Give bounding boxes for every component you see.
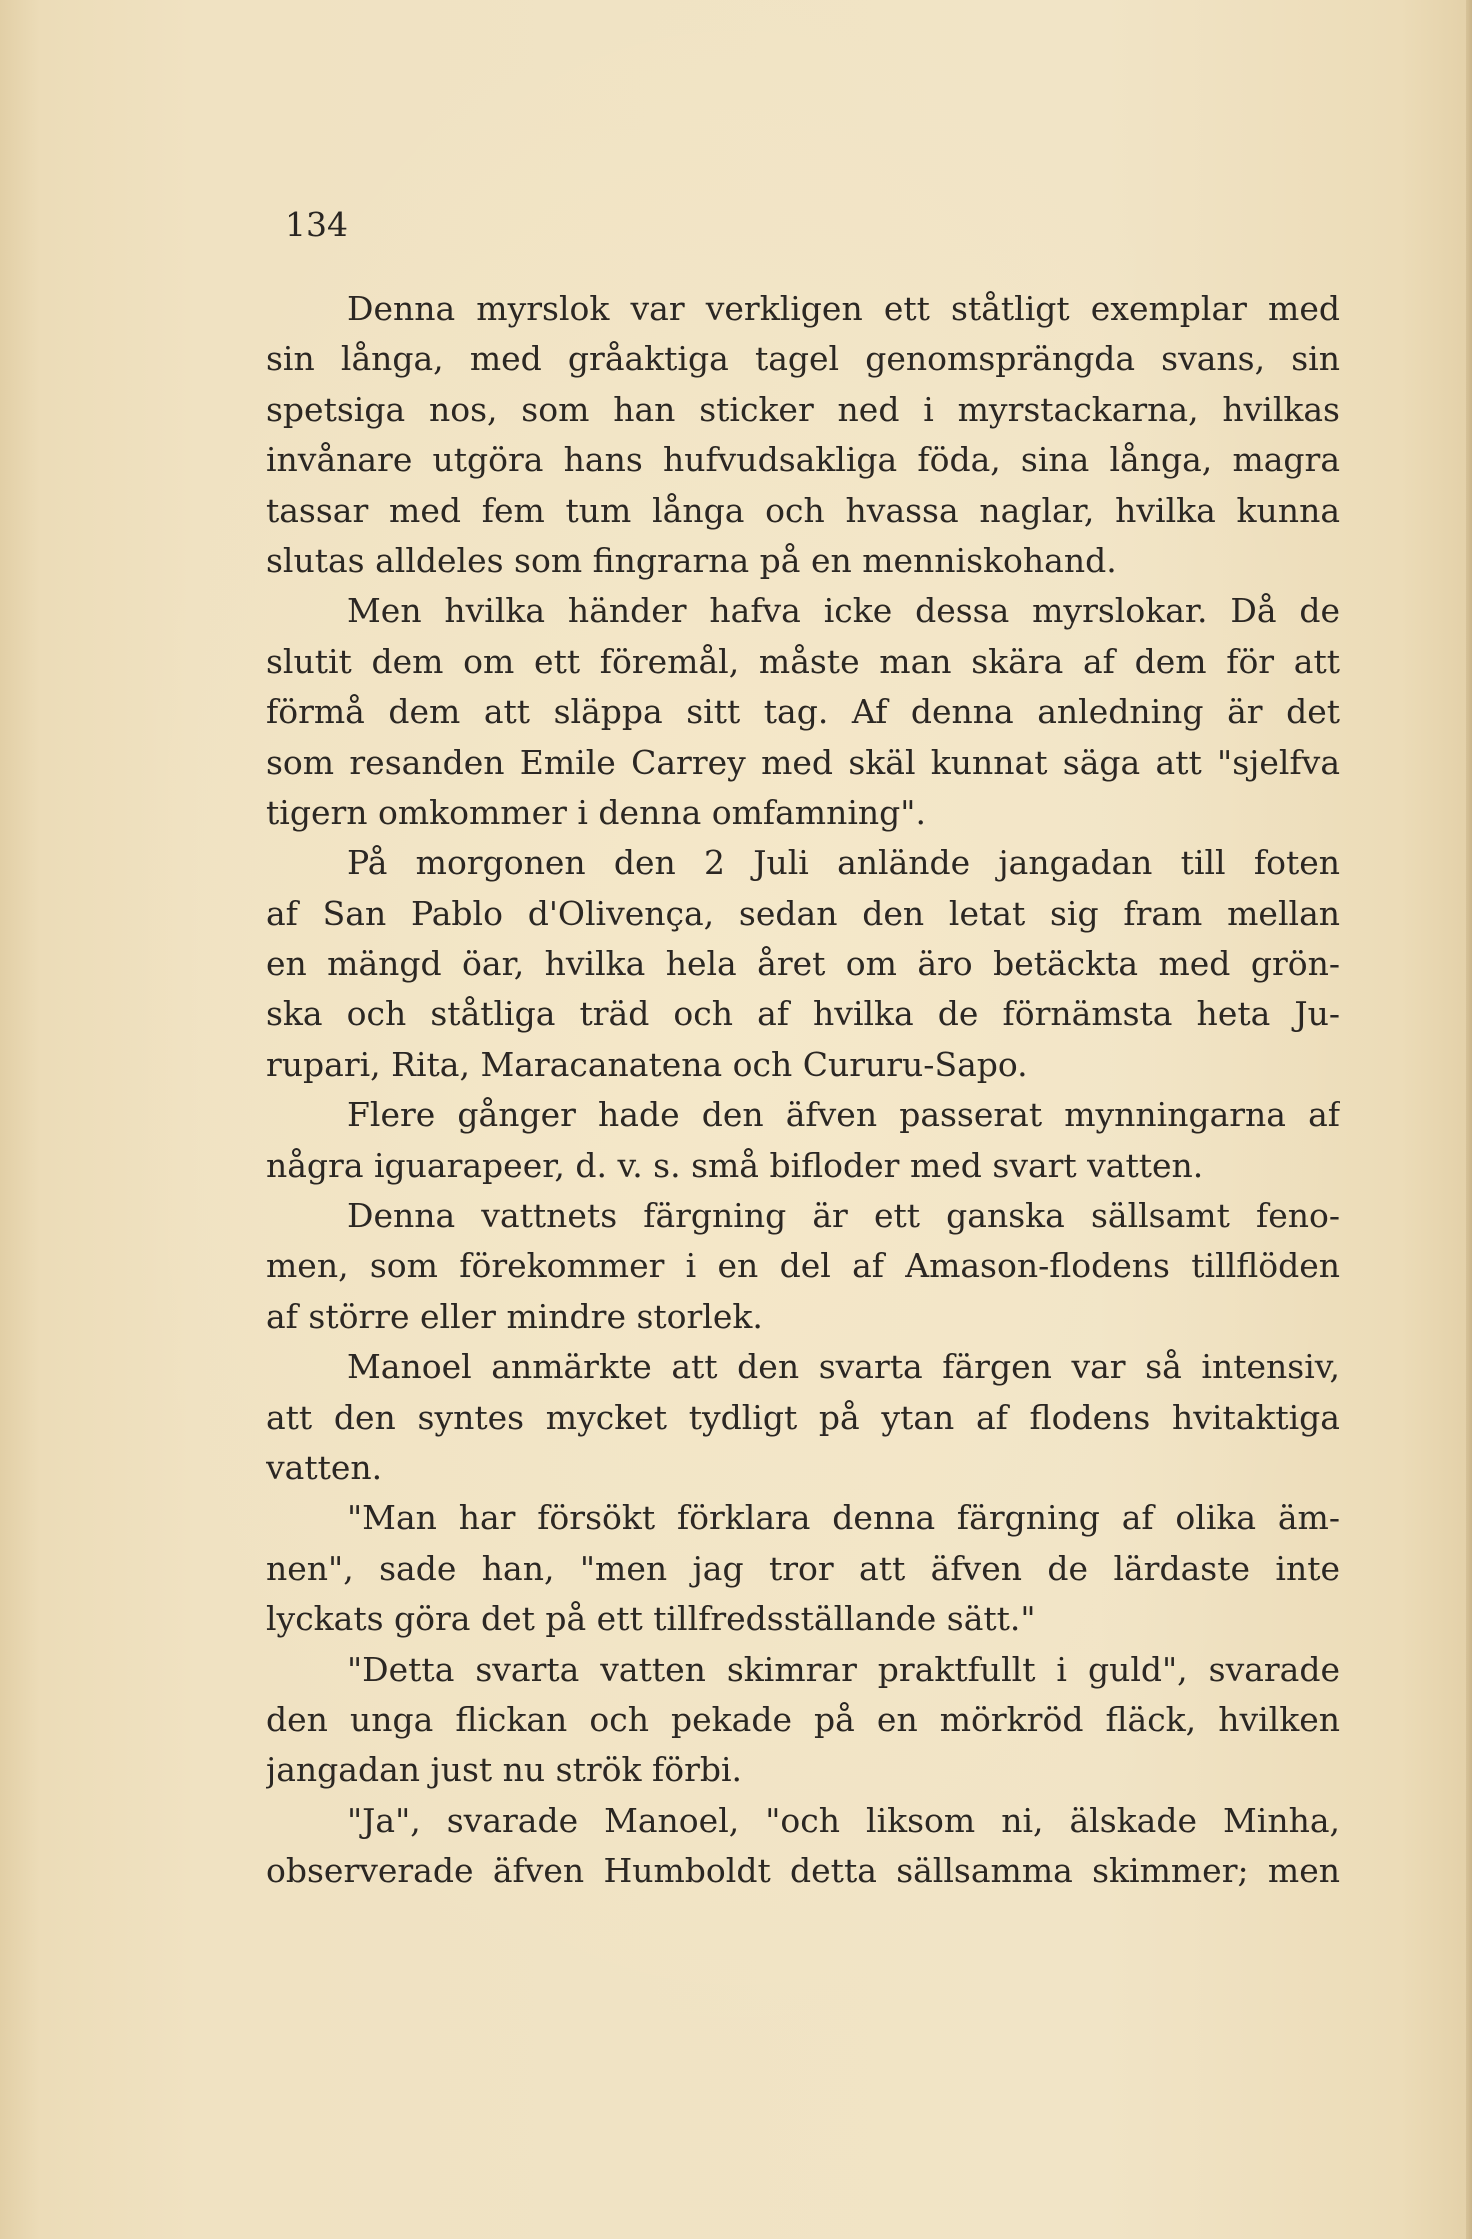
text-line: "Man har försökt förklara denna färgning af olika äm- [347,1498,1340,1538]
text-line: slutit dem om ett föremål, måste man skära af dem för att [266,641,1340,681]
body-text [266,284,1340,1897]
text-line: tigern omkommer i denna omfamning". [266,792,926,832]
text-line: af större eller mindre storlek. [266,1296,763,1336]
text-line: ska och ståtliga träd och af hvilka de förnämsta heta Ju- [266,994,1340,1034]
text-line: Denna myrslok var verkligen ett ståtligt exemplar med [347,289,1340,328]
text-line: förmå dem att släppa sitt tag. Af denna anledning är det [266,692,1340,732]
text-line: Men hvilka händer hafva icke dessa myrslokar. Då de [347,591,1340,631]
text-line: "Detta svarta vatten skimrar praktfullt i guld", svarade [347,1649,1340,1689]
text-line: slutas alldeles som fingrarna på en menniskohand. [266,540,1117,580]
text-line: tassar med fem tum långa och hvassa naglar, hvilka kunna [266,490,1340,530]
text-line: spetsiga nos, som han sticker ned i myrstackarna, hvilkas [266,389,1340,429]
page-number: 134 [285,205,348,244]
text-line: en mängd öar, hvilka hela året om äro betäckta med grön- [266,944,1340,984]
text-line: vatten. [266,1447,383,1487]
text-line: men, som förekommer i en del af Amason-flodens tillflöden [266,1246,1340,1286]
page-edge [1466,0,1472,2239]
text-line: rupari, Rita, Maracanatena och Cururu-Sapo. [266,1044,1028,1084]
text-line: några iguarapeer, d. v. s. små bifloder med svart vatten. [266,1145,1204,1185]
text-line: Manoel anmärkte att den svarta färgen var så intensiv, [347,1347,1340,1387]
text-line: Denna vattnets färgning är ett ganska sällsamt feno- [347,1196,1340,1236]
text-line: att den syntes mycket tydligt på ytan af flodens hvitaktiga [266,1397,1340,1437]
text-line: lyckats göra det på ett tillfredsställande sätt." [266,1599,1036,1639]
text-line: Flere gånger hade den äfven passerat mynningarna af [347,1095,1340,1135]
text-line: På morgonen den 2 Juli anlände jangadan till foten [347,843,1340,883]
text-line: nen", sade han, "men jag tror att äfven de lärdaste inte [266,1548,1340,1588]
text-line: invånare utgöra hans hufvudsakliga föda, sina långa, magra [266,440,1340,480]
text-line: jangadan just nu strök förbi. [266,1750,743,1790]
text-line: sin långa, med gråaktiga tagel genomsprängda svans, sin [266,339,1340,379]
text-line: observerade äfven Humboldt detta sällsamma skimmer; men [266,1851,1340,1891]
text-line: som resanden Emile Carrey med skäl kunnat säga att "sjelfva [266,742,1340,782]
text-line: "Ja", svarade Manoel, "och liksom ni, älskade Minha, [347,1800,1340,1840]
text-line: den unga flickan och pekade på en mörkröd fläck, hvilken [266,1699,1340,1739]
text-line: af San Pablo d'Olivença, sedan den letat sig fram mellan [266,893,1340,933]
